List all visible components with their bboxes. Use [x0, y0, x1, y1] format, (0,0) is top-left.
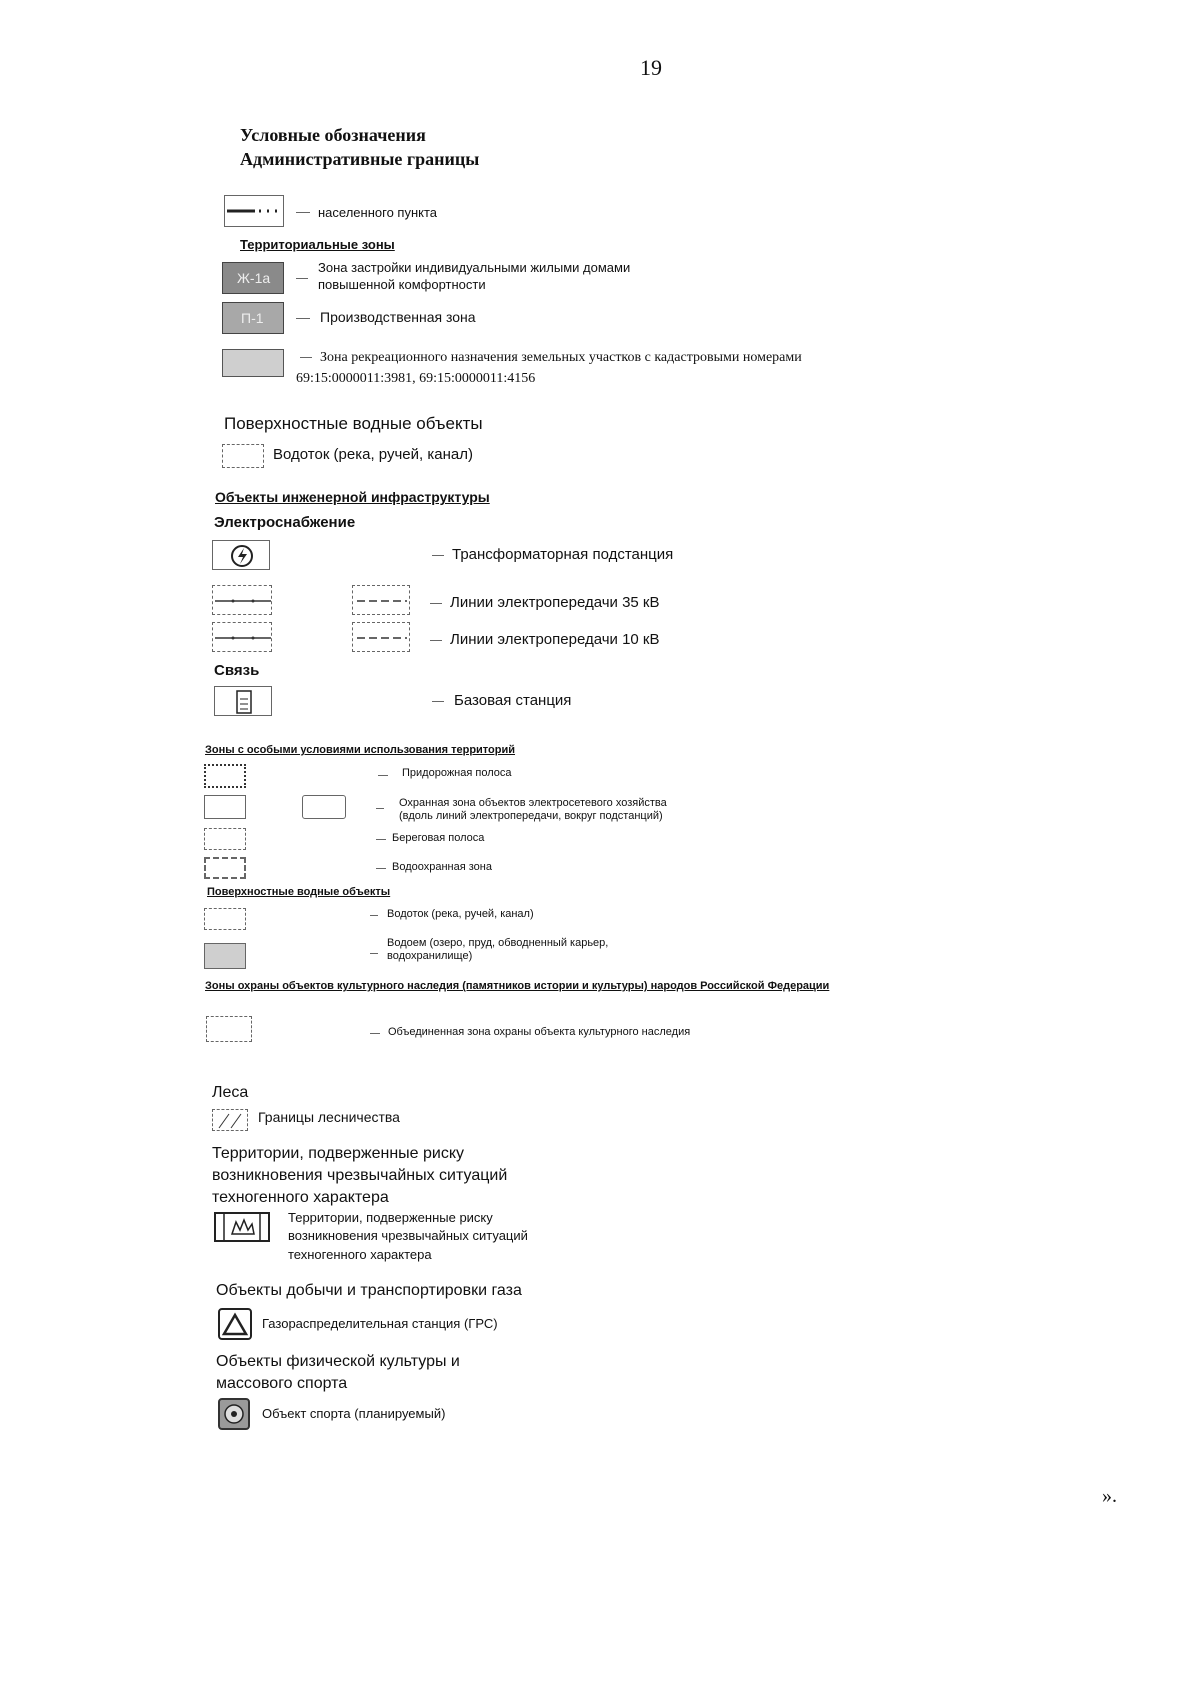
- power-line-35-planned-symbol: [352, 585, 410, 615]
- power-protection-zone-symbol-1: [204, 795, 246, 819]
- gas-distribution-station-label: Газораспределительная станция (ГРС): [262, 1316, 498, 1331]
- settlement-boundary-symbol: [224, 195, 284, 227]
- emergency-heading-line1: Территории, подверженные риску: [212, 1145, 465, 1162]
- substation-icon: [212, 540, 270, 570]
- reservoir-symbol: [204, 943, 246, 969]
- emergency-heading-line3: техногенного характера: [212, 1189, 389, 1206]
- reservoir-label-line2: водохранилище): [387, 950, 473, 962]
- power-protection-zone-symbol-2: [302, 795, 346, 819]
- reservoir-label-line1: Водоем (озеро, пруд, обводненный карьер,: [387, 937, 609, 949]
- zone-p1-label: Производственная зона: [320, 309, 476, 325]
- emergency-heading-line2: возникновения чрезвычайных ситуаций: [212, 1167, 508, 1184]
- heritage-combined-zone-symbol: [206, 1016, 252, 1042]
- communications-heading: Связь: [214, 662, 260, 679]
- zone-recreation-label-line2: 69:15:0000011:3981, 69:15:0000011:4156: [296, 371, 536, 386]
- legend-title: Условные обозначения: [240, 125, 426, 145]
- zone-recreation-symbol: [222, 349, 284, 377]
- water-protection-zone-symbol: [204, 857, 246, 879]
- power-supply-heading: Электроснабжение: [214, 514, 356, 531]
- zone-zh1a-label-line1: Зона застройки индивидуальными жилыми домами: [318, 260, 631, 275]
- base-station-label: Базовая станция: [454, 692, 572, 709]
- sport-object-icon: [218, 1398, 250, 1430]
- heritage-zones-heading: Зоны охраны объектов культурного наследия (памятников истории и культуры) народов Российской Федерации: [205, 980, 830, 992]
- coastal-strip-symbol: [204, 828, 246, 850]
- coastal-strip-label: Береговая полоса: [392, 832, 485, 844]
- heritage-combined-zone-label: Объединенная зона охраны объекта культурного наследия: [388, 1026, 691, 1038]
- power-line-35-label: Линии электропередачи 35 кВ: [450, 594, 660, 611]
- forests-heading: Леса: [212, 1084, 249, 1101]
- zone-zh1a-symbol: Ж-1а: [222, 262, 284, 294]
- power-line-35-existing-symbol: [212, 585, 272, 615]
- power-line-10-existing-symbol: [212, 622, 272, 652]
- roadside-strip-label: Придорожная полоса: [402, 767, 512, 779]
- stream-symbol-1: [222, 444, 264, 468]
- stream-label-2: Водоток (река, ручей, канал): [387, 908, 534, 920]
- zone-recreation-label-line1: Зона рекреационного назначения земельных участков с кадастровыми номерами: [320, 350, 802, 365]
- territorial-zones-heading: Территориальные зоны: [240, 237, 395, 252]
- base-station-icon: [214, 686, 272, 716]
- sport-heading-line1: Объекты физической культуры и: [216, 1353, 460, 1370]
- engineering-heading: Объекты инженерной инфраструктуры: [215, 489, 490, 505]
- power-protection-zone-label-line2: (вдоль линий электропередачи, вокруг подстанций): [399, 810, 663, 822]
- power-line-10-label: Линии электропередачи 10 кВ: [450, 631, 660, 648]
- emergency-risk-symbol: [214, 1212, 270, 1242]
- special-zones-heading: Зоны с особыми условиями использования территорий: [205, 744, 516, 756]
- emergency-label-line3: техногенного характера: [288, 1247, 432, 1262]
- stream-symbol-2: [204, 908, 246, 930]
- roadside-strip-symbol: [204, 764, 246, 788]
- zone-zh1a-label-line2: повышенной комфортности: [318, 277, 486, 292]
- closing-quote-mark: ».: [1102, 1485, 1117, 1507]
- water-protection-zone-label: Водоохранная зона: [392, 861, 492, 873]
- emergency-label-line2: возникновения чрезвычайных ситуаций: [288, 1228, 528, 1243]
- admin-boundaries-title: Административные границы: [240, 149, 480, 169]
- sport-object-label: Объект спорта (планируемый): [262, 1406, 446, 1421]
- zone-p1-symbol: П-1: [222, 302, 284, 334]
- substation-label: Трансформаторная подстанция: [452, 546, 674, 563]
- stream-label-1: Водоток (река, ручей, канал): [273, 446, 473, 463]
- gas-distribution-station-icon: [218, 1308, 252, 1340]
- page-number: 19: [640, 55, 662, 80]
- settlement-boundary-label: населенного пункта: [318, 205, 437, 220]
- power-protection-zone-label-line1: Охранная зона объектов электросетевого хозяйства: [399, 797, 667, 809]
- power-line-10-planned-symbol: [352, 622, 410, 652]
- emergency-label-line1: Территории, подверженные риску: [288, 1210, 493, 1225]
- forestry-boundary-label: Границы лесничества: [258, 1109, 400, 1125]
- gas-heading: Объекты добычи и транспортировки газа: [216, 1282, 522, 1299]
- surface-water-heading-2: Поверхностные водные объекты: [207, 886, 391, 898]
- surface-water-heading-1: Поверхностные водные объекты: [224, 414, 483, 433]
- sport-heading-line2: массового спорта: [216, 1375, 348, 1392]
- forestry-boundary-symbol: [212, 1109, 248, 1131]
